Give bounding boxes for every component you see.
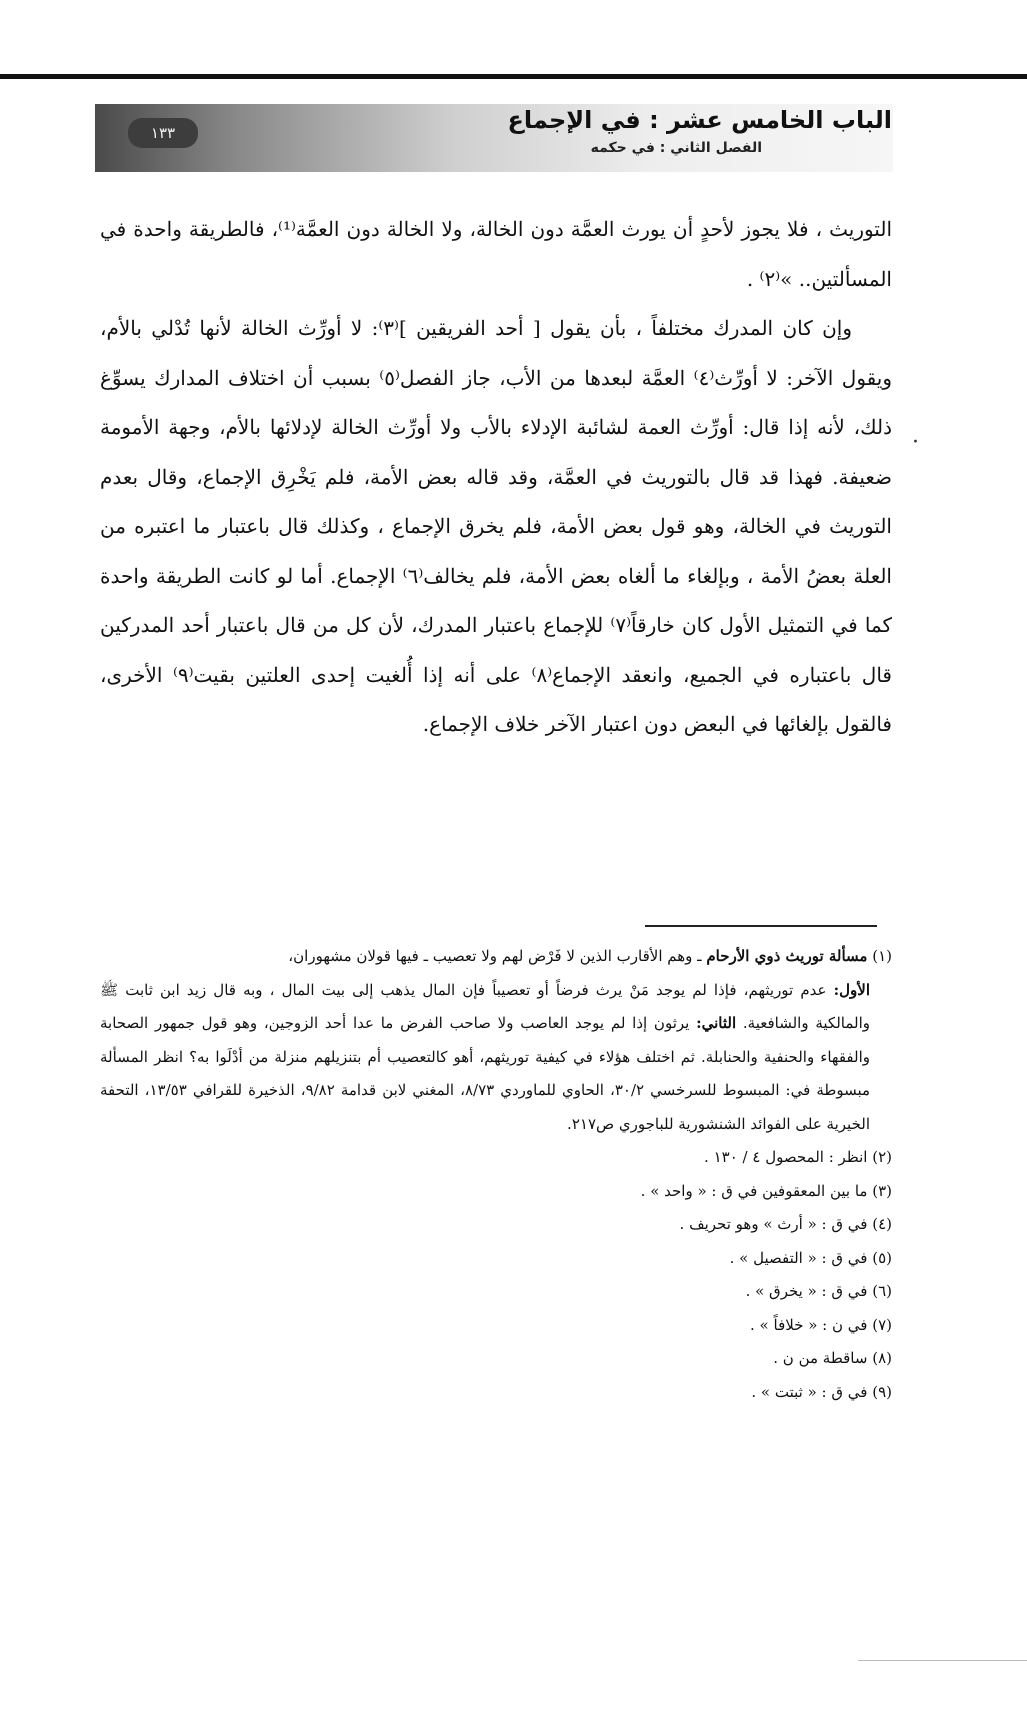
paragraph-1: التوريث ، فلا يجوز لأحدٍ أن يورث العمَّة دون الخالة، ولا الخالة دون العمَّة⁽¹⁾، فالطريقة واحدة في المسألتين.. »⁽٢⁾ . (100, 217, 892, 291)
footnote-1-label-first: الأول: (833, 980, 870, 999)
footnote-1-title: مسألة توريث ذوي الأرحام (706, 947, 868, 965)
footnote-5: (٥) في ق : « التفصيل » . (729, 1248, 892, 1267)
footnotes (100, 940, 892, 1409)
page-number: ١٣٣ (128, 118, 198, 148)
footnote-8: (٨) ساقطة من ن . (773, 1349, 892, 1367)
margin-dot: · (912, 430, 919, 455)
footnote-1-text-b: عدم توريثهم، فإذا لم يوجد مَنْ يرث فرضاً أو تعصيباً فإن المال يذهب إلى بيت المال ، وبه قال زيد ابن ثابت ﷺ والمالكية والشافعية. (100, 980, 871, 1032)
footnote-9: (٩) في ق : « ثبتت » . (751, 1382, 892, 1401)
footnote-1-number: (١) (867, 947, 892, 965)
footnote-2: (٢) انظر : المحصول ٤ / ١٣٠ . (704, 1148, 892, 1166)
footnote-4: (٤) في ق : « أرث » وهو تحريف . (679, 1215, 892, 1233)
chapter-title: الباب الخامس عشر : في الإجماع (507, 106, 892, 134)
footnote-1 (100, 940, 892, 974)
footnote-7: (٧) في ن : « خلافاً » . (750, 1315, 892, 1334)
footnote-6: (٦) في ق : « يخرق » . (745, 1282, 892, 1300)
footnote-1-text-a: ـ وهم الأقارب الذين لا فَرْض لهم ولا تعصيب ـ فيها قولان مشهوران، (288, 947, 707, 965)
footnote-separator (645, 925, 877, 927)
footnote-1-label-second: الثاني: (696, 1014, 737, 1032)
footnote-1-continuation (100, 974, 892, 1142)
footnote-1-text-c: يرثون إذا لم يوجد العاصب ولا صاحب الفرض ما عدا أحد الزوجين، وهو قول جمهور الصحابة والفقهاء والحنفية والحنابلة. ثم اختلف هؤلاء في كيفية توريثهم، أهو كالتعصيب أم بتنزيلهم منزلة من أدْلَوا به؟ انظر المسألة مبسوطة في: المبسوط للسرخسي ٣٠/٢، الحاوي للماوردي ٨/٧٣، المغني لابن قدامة ٩/٨٢، الذخيرة للقرافي ١٣/٥٣، التحفة الخيرية على الفوائد الشنشورية للباجوري ص٢١٧. (100, 1014, 871, 1133)
section-subtitle: الفصل الثاني : في حكمه (590, 140, 762, 156)
bottom-rule (858, 1660, 1027, 1661)
footnote-3: (٣) ما بين المعقوفين في ق : « واحد » . (640, 1181, 892, 1200)
main-text (100, 205, 892, 750)
top-rule (0, 74, 1027, 79)
paragraph-2: وإن كان المدرك مختلفاً ، بأن يقول [ أحد الفريقين ]⁽٣⁾: لا أورِّث الخالة لأنها تُدْلي بالأم، ويقول الآخر: لا أورِّث⁽٤⁾ العمَّة لبعدها من الأب، جاز الفصل⁽٥⁾ بسبب أن اختلاف المدارك يسوِّغ ذلك، لأنه إذا قال: أورِّث العمة لشائبة الإدلاء بالأب ولا أورِّث الخالة لإدلائها بالأم، وجهة الأمومة ضعيفة. فهذا قد قال بالتوريث في العمَّة، وقد قاله بعض الأمة، فلم يَخْرِق الإجماع، وقال بعدم التوريث في الخالة، وهو قول بعض الأمة، فلم يخرق الإجماع ، وكذلك قال باعتبار ما اعتبره من العلة بعضُ الأمة ، وبإلغاء ما ألغاه بعض الأمة، فلم يخالف⁽٦⁾ الإجماع. أما لو كانت الطريقة واحدة كما في التمثيل الأول كان خارقاً⁽٧⁾ للإجماع باعتبار المدرك، لأن كل من قال باعتبار أحد المدركين قال باعتباره في الجميع، وانعقد الإجماع⁽٨⁾ على أنه إذا أُلغيت إحدى العلتين بقيت⁽٩⁾ الأخرى، فالقول بإلغائها في البعض دون اعتبار الآخر خلاف الإجماع. (100, 316, 893, 736)
